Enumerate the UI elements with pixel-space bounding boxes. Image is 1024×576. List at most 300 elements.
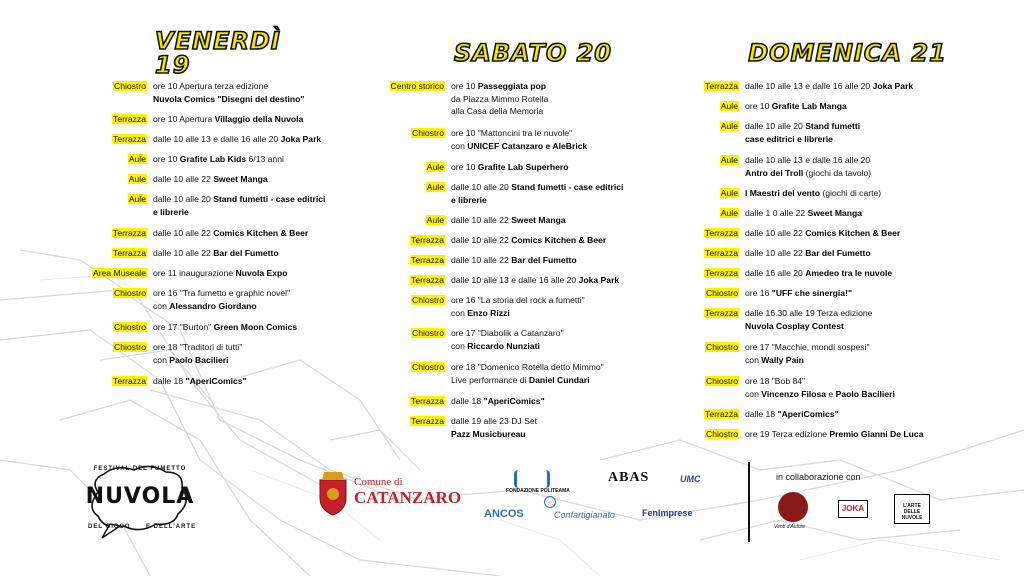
event-location: Aule (426, 162, 444, 172)
event-detail: ore 10 Apertura terza edizione (153, 81, 269, 91)
event-highlight: Nuvola Expo (235, 268, 288, 278)
event-detail: con (451, 340, 468, 351)
event-row (683, 247, 871, 260)
event-detail: dalle 10 alle 13 e dalle 16 alle 20 (153, 134, 281, 144)
event-location: Terrazza (705, 308, 738, 318)
event-line (745, 320, 872, 333)
event-detail: ore 18 "Traditori di tutti" (153, 342, 243, 352)
event-text (745, 428, 923, 441)
event-location: Chiostro (706, 288, 738, 298)
event-highlight: Stand fumetti - case editrici (213, 194, 326, 204)
event-row (683, 154, 871, 179)
event-location: Terrazza (113, 248, 146, 258)
event-location: Terrazza (705, 268, 738, 278)
event-text (153, 153, 284, 166)
event-highlight: Pazz Musicbureau (451, 428, 526, 439)
event-text (451, 395, 545, 408)
event-text (745, 80, 913, 93)
event-highlight: Alessandro Giordano (169, 300, 257, 311)
event-line (451, 93, 548, 106)
event-text (153, 133, 321, 146)
event-highlight: "AperiComics" (777, 409, 839, 419)
event-line (153, 287, 290, 300)
event-detail: ore 10 "Mattoncini tra le nuvole" (451, 128, 573, 138)
event-location: Terrazza (113, 134, 146, 144)
event-location: Aule (128, 154, 146, 164)
event-highlight: Vincenzo Filosa (761, 388, 827, 399)
event-highlight: "UFF che sinergia!" (771, 288, 853, 298)
event-location: Chiostro (114, 288, 146, 298)
event-line (153, 227, 308, 240)
logo-name: NUVOLA (85, 484, 195, 509)
event-location: Chiostro (114, 81, 146, 91)
confartigianato-icon (544, 496, 556, 508)
event-row (375, 161, 569, 174)
event-text (153, 247, 279, 260)
event-row (375, 234, 606, 247)
event-highlight: Stand fumetti - case editrici (511, 182, 624, 192)
event-location: Area Museale (92, 268, 146, 278)
event-row (683, 287, 852, 300)
event-highlight: Nuvola Comics "Disegni del destino" (153, 93, 305, 104)
event-text (451, 274, 619, 287)
event-highlight: Antro del Troll (745, 167, 804, 178)
event-line (451, 340, 564, 353)
event-detail: ore 10 (153, 154, 180, 164)
event-text (451, 415, 537, 440)
event-row (375, 294, 585, 319)
event-line (451, 214, 566, 227)
event-highlight: Grafite Lab Kids (179, 154, 247, 164)
event-location: Terrazza (705, 228, 738, 238)
event-highlight: Sweet Manga (511, 215, 566, 225)
event-line (451, 294, 585, 307)
event-highlight: Green Moon Comics (213, 322, 298, 332)
event-text (451, 214, 566, 227)
event-detail: dalle 10 alle 22 (153, 174, 214, 184)
event-highlight: Comics Kitchen & Beer (213, 228, 309, 238)
event-text (153, 173, 268, 186)
event-text (745, 341, 870, 366)
comune-line2: CATANZARO (354, 488, 462, 507)
event-line (451, 254, 577, 267)
event-row (85, 133, 321, 146)
event-text (745, 267, 892, 280)
event-detail: alla Casa della Memoria (451, 106, 544, 116)
event-location: Chiostro (412, 328, 444, 338)
event-line (745, 133, 860, 146)
coat-of-arms-icon (316, 470, 350, 516)
event-text (745, 375, 895, 400)
event-text (451, 181, 623, 206)
event-highlight: Enzo Rizzi (467, 307, 510, 318)
event-row (375, 274, 619, 287)
event-line (451, 194, 623, 207)
event-highlight: Comics Kitchen & Beer (805, 228, 901, 238)
event-highlight: Daniel Cundari (528, 374, 590, 385)
event-row (375, 127, 587, 152)
event-location: Chiostro (412, 295, 444, 305)
collaborators (770, 470, 950, 540)
event-row (375, 361, 604, 386)
event-detail: dalle 10 alle 22 (451, 255, 512, 265)
event-line (745, 428, 923, 441)
logo-bottom-left: DEL GIOCO (88, 524, 131, 530)
event-detail: (giochi da tavolo) (803, 167, 872, 178)
event-detail: con (745, 354, 762, 365)
event-highlight: Bar del Fumetto (213, 248, 279, 258)
event-text (153, 341, 242, 366)
event-line (153, 80, 304, 93)
event-text (451, 161, 569, 174)
event-line (745, 375, 895, 388)
event-text (745, 100, 847, 113)
event-highlight: Bar del Fumetto (511, 255, 577, 265)
festival-logo (80, 462, 200, 542)
event-highlight: Nuvola Cosplay Contest (745, 320, 844, 331)
event-highlight: UNICEF Catanzaro e AleBrick (467, 140, 588, 151)
event-line (745, 154, 871, 167)
event-line (451, 140, 587, 153)
event-line (153, 354, 242, 367)
event-row (85, 227, 308, 240)
event-text (451, 361, 604, 386)
event-text (745, 287, 852, 300)
event-detail: e (826, 388, 836, 399)
event-highlight: Grafite Lab Manga (771, 101, 847, 111)
event-line (451, 327, 564, 340)
event-highlight: Stand fumetti (805, 121, 861, 131)
event-text (451, 234, 606, 247)
event-detail: ore 17 "Diabolik a Catanzaro" (451, 328, 564, 338)
event-location: Chiostro (706, 429, 738, 439)
event-text (451, 127, 587, 152)
event-line (451, 415, 537, 428)
event-detail: dalle 10 alle 22 (451, 215, 512, 225)
event-detail: ore 10 (451, 162, 478, 172)
event-line (745, 247, 871, 260)
logo-bottom-right: E DELL'ARTE (146, 524, 197, 530)
event-line (745, 341, 870, 354)
footer-divider (748, 462, 750, 542)
event-highlight: e librerie (153, 206, 189, 217)
event-location: Aule (720, 121, 738, 131)
event-highlight: Passeggiata pop (477, 81, 547, 91)
event-location: Terrazza (705, 248, 738, 258)
event-text (451, 327, 564, 352)
event-row (683, 428, 923, 441)
event-detail: ore 10 (451, 81, 478, 91)
event-detail: ore 18 "Domenico Rotella detto Mimmo" (451, 362, 604, 372)
event-detail: ore 19 Terza edizione (745, 429, 830, 439)
event-location: Terrazza (411, 416, 444, 426)
event-location: Terrazza (411, 235, 444, 245)
event-line (745, 408, 839, 421)
event-detail: ore 10 Apertura (153, 114, 215, 124)
event-row (85, 267, 288, 280)
event-line (745, 354, 870, 367)
event-highlight: I Maestri del vento (745, 188, 820, 198)
event-line (745, 80, 913, 93)
event-detail: dalle 10 alle 22 (153, 228, 214, 238)
event-row (85, 153, 284, 166)
event-line (745, 207, 862, 220)
event-detail: dalle 1 0 alle 22 (745, 208, 808, 218)
day-title-friday: VENERDÌ 19 (155, 27, 281, 79)
event-highlight: Sweet Manga (213, 174, 268, 184)
event-row (85, 287, 290, 312)
event-location: Aule (720, 188, 738, 198)
event-highlight: Wally Pain (761, 354, 804, 365)
event-line (153, 341, 242, 354)
event-highlight: "AperiComics" (185, 376, 247, 386)
event-location: Terrazza (411, 255, 444, 265)
event-line (153, 375, 247, 388)
event-detail: dalle 19 alle 23 DJ Set (451, 416, 537, 426)
event-row (683, 187, 881, 200)
event-detail: da Piazza Mimmo Rotella (451, 93, 549, 104)
event-location: Centro storico (390, 81, 444, 91)
event-text (153, 193, 325, 218)
event-detail: ore 16 (745, 288, 772, 298)
event-row (683, 408, 839, 421)
event-text (451, 254, 577, 267)
comune-line1: Comune di (354, 476, 403, 488)
event-line (153, 153, 284, 166)
event-row (683, 207, 862, 220)
event-row (683, 80, 913, 93)
event-text (153, 113, 303, 126)
event-highlight: Paolo Bacilieri (835, 388, 895, 399)
event-location: Aule (426, 182, 444, 192)
event-line (745, 307, 872, 320)
day-title-saturday: SABATO 20 (454, 39, 612, 67)
event-detail: dalle 10 alle 13 e dalle 16 alle 20 (745, 81, 873, 91)
event-line (153, 173, 268, 186)
event-detail: dalle 18 (745, 409, 778, 419)
event-detail: ore 16 "Tra fumetto e graphic novel" (153, 288, 291, 298)
event-location: Chiostro (412, 362, 444, 372)
event-highlight: Joka Park (578, 275, 620, 285)
event-detail: con (153, 300, 170, 311)
event-highlight: Grafite Lab Superhero (477, 162, 569, 172)
event-location: Chiostro (706, 342, 738, 352)
event-line (153, 300, 290, 313)
event-row (375, 214, 566, 227)
event-line (153, 193, 325, 206)
event-text (153, 267, 288, 280)
event-line (451, 374, 604, 387)
event-highlight: e librerie (451, 194, 487, 205)
event-detail: dalle 10 alle 20 (153, 194, 214, 204)
event-text (745, 247, 871, 260)
sponsor-ancos: ANCOS (484, 508, 524, 520)
event-highlight: Premio Gianni De Luca (829, 429, 924, 439)
event-line (451, 161, 569, 174)
event-row (683, 120, 860, 145)
sponsor-umc: UMC (680, 474, 701, 484)
collab-arte-nuvole: L'ARTE DELLE NUVOLE (894, 494, 930, 524)
event-location: Aule (720, 155, 738, 165)
event-row (85, 113, 303, 126)
event-line (745, 100, 847, 113)
event-detail: dalle 10 alle 20 (451, 182, 512, 192)
event-text (745, 187, 881, 200)
event-location: Chiostro (114, 342, 146, 352)
event-text (153, 375, 247, 388)
event-location: Terrazza (411, 396, 444, 406)
event-text (745, 207, 862, 220)
event-line (451, 395, 545, 408)
event-text (745, 408, 839, 421)
event-row (85, 247, 279, 260)
venti-autore-icon (778, 492, 808, 522)
event-highlight: Bar del Fumetto (805, 248, 871, 258)
event-line (451, 307, 585, 320)
event-location: Terrazza (705, 409, 738, 419)
event-detail: con (153, 354, 170, 365)
event-detail: dalle 10 alle 22 (745, 228, 806, 238)
event-line (451, 234, 606, 247)
event-detail: dalle 18 (451, 396, 484, 406)
event-line (153, 113, 303, 126)
event-row (683, 341, 870, 366)
event-detail: ore 11 inaugurazione (153, 268, 236, 278)
event-detail: ore 10 (745, 101, 772, 111)
event-row (375, 254, 577, 267)
event-line (451, 274, 619, 287)
logo-top-text: FESTIVAL DEL FUMETTO (93, 466, 187, 472)
event-detail: dalle 10 alle 22 (745, 248, 806, 258)
event-location: Chiostro (706, 376, 738, 386)
event-row (85, 173, 268, 186)
event-highlight: Sweet Manga (807, 208, 863, 218)
event-row (683, 307, 872, 332)
event-text (153, 321, 297, 334)
event-row (683, 100, 847, 113)
event-line (745, 120, 860, 133)
event-location: Aule (426, 215, 444, 225)
event-location: Terrazza (411, 275, 444, 285)
event-detail: Live performance di (451, 374, 529, 385)
event-line (451, 80, 548, 93)
event-row (85, 375, 247, 388)
event-detail: dalle 10 alle 13 e dalle 16 alle 20 (451, 275, 579, 285)
event-highlight: Comics Kitchen & Beer (511, 235, 607, 245)
politeama-icon (514, 470, 550, 488)
event-line (745, 227, 900, 240)
event-highlight: Joka Park (280, 134, 322, 144)
event-detail: 6/13 anni (246, 154, 284, 164)
event-text (745, 227, 900, 240)
event-detail: ore 17 "Macchie, mondi sospesi" (745, 342, 870, 352)
sponsor-confartigianato: Confartigianato (554, 510, 616, 520)
event-line (451, 127, 587, 140)
event-text (451, 294, 585, 319)
event-row (85, 193, 325, 218)
event-line (153, 267, 288, 280)
event-row (683, 267, 892, 280)
event-detail: con (745, 388, 762, 399)
event-location: Aule (128, 194, 146, 204)
event-highlight: Riccardo Nunziati (467, 340, 540, 351)
event-text (745, 307, 872, 332)
event-line (451, 105, 548, 118)
event-detail: ore 18 "Bob 84" (745, 376, 806, 386)
event-location: Chiostro (412, 128, 444, 138)
event-highlight: Paolo Bacilieri (169, 354, 229, 365)
event-detail: dalle 16 alle 20 (745, 268, 806, 278)
event-highlight: "AperiComics" (483, 396, 545, 406)
event-detail: dalle 10 alle 22 (153, 248, 214, 258)
event-row (85, 321, 297, 334)
event-line (745, 388, 895, 401)
comune-logo (316, 470, 466, 520)
event-row (85, 341, 242, 366)
event-line (153, 93, 304, 106)
event-location: Terrazza (705, 81, 738, 91)
sponsor-politeama: FONDAZIONE POLITEAMA (506, 488, 570, 494)
event-highlight: Joka Park (872, 81, 914, 91)
event-row (375, 80, 548, 118)
event-detail: ore 16 "La storia del rock a fumetti" (451, 295, 585, 305)
event-row (375, 395, 545, 408)
event-line (153, 247, 279, 260)
event-row (375, 181, 623, 206)
event-text (745, 120, 860, 145)
event-highlight: Amedeo tra le nuvole (805, 268, 893, 278)
event-location: Terrazza (113, 228, 146, 238)
event-highlight: case editrici e librerie (745, 133, 833, 144)
event-detail: dalle 10 alle 20 (745, 121, 806, 131)
event-line (153, 133, 321, 146)
event-line (153, 206, 325, 219)
event-row (375, 415, 537, 440)
event-line (451, 428, 537, 441)
event-line (451, 361, 604, 374)
sponsor-abas: ABAS (608, 470, 650, 485)
event-text (153, 227, 308, 240)
collab-venti: Venti d'Autore (774, 524, 806, 530)
event-row (683, 375, 895, 400)
event-row (85, 80, 304, 105)
sponsors (484, 466, 724, 536)
event-detail: dalle 18 (153, 376, 186, 386)
event-text (153, 80, 304, 105)
event-line (153, 321, 297, 334)
event-detail: (giochi di carte) (819, 188, 882, 198)
event-detail: con (451, 140, 468, 151)
event-line (451, 181, 623, 194)
event-line (745, 287, 852, 300)
sponsor-fenimprese: FenImprese (642, 508, 693, 518)
event-location: Terrazza (113, 376, 146, 386)
event-row (375, 327, 564, 352)
event-location: Chiostro (114, 322, 146, 332)
event-location: Aule (720, 208, 738, 218)
collab-joka: JOKA (838, 500, 868, 518)
collab-label: in collaborazione con (776, 472, 861, 482)
event-detail: dalle 10 alle 22 (451, 235, 512, 245)
event-text (153, 287, 290, 312)
event-row (683, 227, 900, 240)
event-line (745, 267, 892, 280)
event-text (451, 80, 548, 118)
event-detail: dalle 10 alle 13 e dalle 16 alle 20 (745, 155, 871, 165)
event-detail: con (451, 307, 468, 318)
event-location: Aule (720, 101, 738, 111)
event-text (745, 154, 871, 179)
